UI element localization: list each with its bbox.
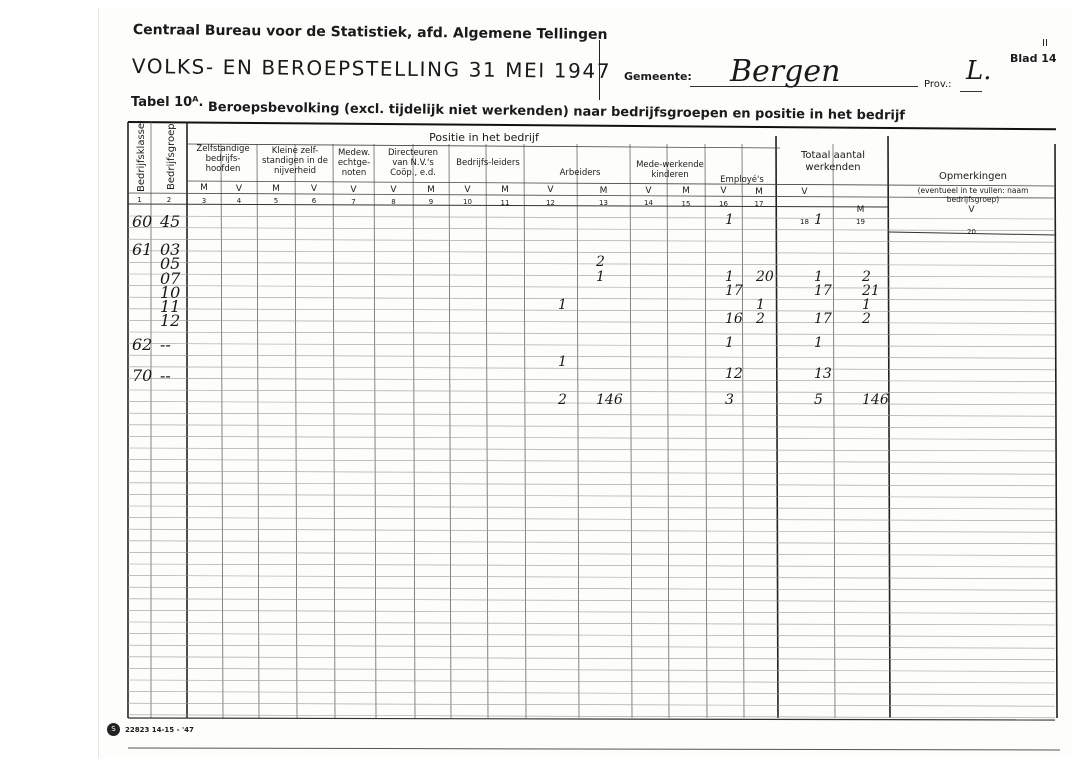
grid-line bbox=[128, 309, 1055, 312]
printer-mark-icon: S bbox=[107, 723, 120, 736]
grid-line bbox=[630, 144, 632, 718]
grid-line bbox=[128, 703, 1055, 706]
blad-number: Blad 14 bbox=[1010, 52, 1057, 65]
group-header-medew-echtgenoten: Medew. echtge-noten bbox=[337, 148, 371, 178]
handwritten-value: 12 bbox=[725, 366, 743, 382]
grid-line bbox=[128, 460, 1055, 463]
footer-print-code: 22823 14-15 - '47 bbox=[125, 726, 194, 734]
column-number: 19 bbox=[856, 218, 865, 226]
grid-line bbox=[257, 144, 259, 718]
grid-line bbox=[128, 297, 1055, 300]
handwritten-value: 1 bbox=[558, 297, 567, 313]
column-number: 2 bbox=[166, 196, 172, 205]
column-number: 13 bbox=[599, 199, 608, 207]
handwritten-value: 16 bbox=[725, 311, 743, 327]
grid-line bbox=[333, 144, 335, 718]
bedrijfsgroep-header: Bedrijfsgroep bbox=[166, 123, 177, 190]
grid-line bbox=[128, 748, 1060, 750]
form-title: VOLKS- EN BEROEPSTELLING 31 MEI 1947 bbox=[131, 54, 612, 84]
handwritten-value: 146 bbox=[862, 392, 889, 408]
grid-line bbox=[742, 144, 744, 718]
handwritten-value: -- bbox=[160, 366, 171, 385]
grid-line bbox=[413, 144, 415, 718]
handwritten-value: 1 bbox=[725, 335, 734, 351]
column-number: 8 bbox=[391, 197, 396, 206]
column-number: 12 bbox=[546, 198, 555, 207]
handwritten-value: 07 bbox=[160, 269, 181, 288]
handwritten-value: 2 bbox=[862, 311, 871, 327]
mv-label: V bbox=[968, 205, 975, 215]
handwritten-value: 2 bbox=[558, 392, 567, 408]
grid-line bbox=[128, 599, 1055, 602]
mv-label: V bbox=[645, 185, 652, 196]
column-number: 20 bbox=[967, 228, 976, 236]
handwritten-value: 21 bbox=[862, 283, 880, 299]
grid-line bbox=[128, 518, 1055, 521]
handwritten-value: 2 bbox=[756, 311, 765, 327]
handwritten-value: 45 bbox=[160, 212, 181, 231]
group-header-bedrijfsleiders: Bedrijfs-leiders bbox=[456, 158, 520, 168]
mv-label: M bbox=[755, 186, 763, 197]
mv-label: V bbox=[235, 183, 243, 194]
grid-line bbox=[449, 144, 451, 718]
column-number: 18 bbox=[800, 218, 809, 226]
mv-label: V bbox=[390, 184, 397, 195]
grid-line bbox=[128, 718, 1055, 720]
handwritten-value: 2 bbox=[596, 254, 605, 270]
grid-line bbox=[128, 668, 1055, 671]
grid-line bbox=[128, 494, 1055, 497]
grid-line bbox=[667, 144, 669, 718]
handwritten-value: 1 bbox=[725, 269, 734, 285]
grid-line bbox=[128, 262, 1055, 265]
handwritten-value: 1 bbox=[814, 212, 823, 228]
group-header-medewerkende-kinderen: Mede-werkende kinderen bbox=[636, 160, 704, 180]
mv-label: M bbox=[856, 205, 865, 215]
blad-mark: II bbox=[1042, 38, 1048, 49]
mv-label: V bbox=[464, 185, 471, 195]
handwritten-value: 1 bbox=[756, 297, 765, 313]
grid-line bbox=[128, 564, 1055, 567]
tabel-number: Tabel 10ᴬ. bbox=[131, 95, 204, 110]
grid-line bbox=[221, 144, 223, 718]
grid-line bbox=[128, 425, 1055, 428]
handwritten-value: 17 bbox=[725, 283, 743, 299]
handwritten-value: 17 bbox=[814, 311, 832, 327]
handwritten-value: 13 bbox=[814, 366, 832, 382]
grid-line bbox=[486, 144, 488, 718]
column-number: 4 bbox=[236, 196, 242, 205]
column-number: 7 bbox=[351, 197, 356, 206]
group-header-arbeiders: Arbeiders bbox=[559, 168, 601, 178]
handwritten-value: 1 bbox=[814, 335, 823, 351]
grid-line bbox=[128, 239, 1055, 242]
column-number: 15 bbox=[681, 199, 691, 208]
handwritten-value: 62 bbox=[132, 335, 153, 354]
grid-line bbox=[128, 448, 1055, 451]
column-number: 16 bbox=[719, 199, 728, 208]
grid-line bbox=[128, 680, 1055, 683]
grid-line bbox=[128, 610, 1055, 613]
grid-line bbox=[128, 286, 1055, 289]
column-number: 11 bbox=[500, 198, 510, 207]
totaal-header: Totaal aantal werkenden bbox=[800, 150, 866, 173]
handwritten-value: 12 bbox=[160, 311, 181, 330]
handwritten-value: 10 bbox=[160, 283, 181, 302]
gemeente-value: Bergen bbox=[730, 54, 841, 89]
institution-name: Centraal Bureau voor de Statistiek, afd. Algemene Tellingen bbox=[132, 22, 608, 43]
handwritten-value: 146 bbox=[596, 392, 623, 408]
mv-label: V bbox=[801, 186, 808, 197]
grid-line bbox=[128, 657, 1055, 660]
handwritten-value: 1 bbox=[725, 212, 734, 228]
grid-line bbox=[295, 144, 297, 718]
handwritten-value: 70 bbox=[132, 366, 153, 385]
grid-line bbox=[128, 483, 1055, 486]
opmerkingen-header: Opmerkingen bbox=[939, 171, 1007, 182]
tabel-description: Beroepsbevolking (excl. tijdelijk niet werkenden) naar bedrijfsgroepen en positie in het bedrijf bbox=[207, 100, 906, 124]
grid-line bbox=[128, 541, 1055, 544]
grid-line bbox=[128, 251, 1055, 254]
grid-line bbox=[128, 552, 1055, 555]
mv-label: M bbox=[272, 183, 280, 194]
grid-line bbox=[128, 436, 1055, 439]
column-number: 10 bbox=[463, 198, 472, 207]
grid-line bbox=[128, 390, 1055, 393]
mv-label: V bbox=[350, 185, 357, 195]
mv-label: M bbox=[427, 184, 435, 195]
handwritten-value: 03 bbox=[160, 240, 181, 259]
column-number: 17 bbox=[754, 200, 764, 208]
grid-line bbox=[128, 692, 1055, 695]
handwritten-value: 3 bbox=[725, 392, 734, 408]
grid-line bbox=[128, 378, 1055, 381]
column-number: 5 bbox=[273, 197, 279, 205]
mv-label: M bbox=[599, 185, 608, 196]
grid-line bbox=[128, 216, 1055, 219]
grid-line bbox=[128, 645, 1055, 648]
prov-value: L. bbox=[966, 56, 992, 86]
grid-line bbox=[128, 320, 1055, 323]
grid-line bbox=[524, 144, 526, 718]
grid-line bbox=[128, 529, 1055, 532]
handwritten-value: 1 bbox=[558, 354, 567, 370]
gemeente-label: Gemeente: bbox=[624, 70, 692, 83]
column-number: 14 bbox=[644, 199, 653, 208]
handwritten-value: 5 bbox=[814, 392, 823, 408]
mv-label: V bbox=[547, 185, 554, 196]
group-header-employes: Employé's bbox=[720, 175, 764, 185]
grid-line bbox=[128, 634, 1055, 637]
grid-line bbox=[705, 144, 707, 718]
grid-line bbox=[128, 471, 1055, 474]
grid-line bbox=[577, 144, 579, 718]
column-number: 6 bbox=[311, 197, 317, 206]
positie-header: Positie in het bedrijf bbox=[429, 131, 539, 144]
column-number: 1 bbox=[137, 196, 142, 204]
handwritten-value: 1 bbox=[814, 269, 823, 285]
handwritten-value: 2 bbox=[862, 269, 871, 285]
grid-line bbox=[128, 274, 1055, 277]
mv-label: V bbox=[720, 186, 727, 197]
grid-line bbox=[128, 506, 1055, 509]
group-header-zelfstandige: Zelfstandige bedrijfs-hoofden bbox=[196, 144, 250, 174]
grid-line bbox=[1055, 144, 1057, 718]
opmerkingen-note: (eventueel in te vullen: naam bedrijfsgroep) bbox=[917, 186, 1029, 204]
grid-line bbox=[128, 715, 1055, 718]
grid-line bbox=[128, 344, 1055, 347]
handwritten-value: 17 bbox=[814, 283, 832, 299]
prov-label: Prov.: bbox=[924, 79, 952, 90]
handwritten-value: 05 bbox=[160, 254, 181, 273]
handwritten-value: 60 bbox=[132, 212, 153, 231]
handwritten-value: 20 bbox=[756, 269, 774, 285]
column-number: 3 bbox=[201, 196, 207, 205]
grid-line bbox=[128, 355, 1055, 358]
grid-line bbox=[128, 576, 1055, 579]
handwritten-value: 1 bbox=[862, 297, 871, 313]
group-header-kleine-zelfstandigen: Kleine zelf-standigen in de nijverheid bbox=[262, 146, 328, 176]
group-header-directeuren: Directeuren van N.V.'s Coöp., e.d. bbox=[388, 148, 438, 178]
mv-label: M bbox=[200, 183, 208, 194]
handwritten-value: -- bbox=[160, 335, 171, 354]
handwritten-value: 61 bbox=[132, 240, 153, 259]
handwritten-value: 11 bbox=[160, 297, 181, 316]
grid-line bbox=[128, 332, 1055, 335]
grid-line bbox=[128, 413, 1055, 416]
grid-line bbox=[374, 144, 376, 718]
grid-line bbox=[128, 622, 1055, 625]
grid-line bbox=[128, 587, 1055, 590]
handwritten-value: 1 bbox=[596, 269, 605, 285]
mv-label: V bbox=[310, 184, 318, 195]
grid-line bbox=[128, 367, 1055, 370]
grid-line bbox=[128, 402, 1055, 405]
column-number: 9 bbox=[428, 198, 434, 206]
bedrijfsklasse-header: Bedrijfsklasse bbox=[136, 122, 147, 192]
mv-label: M bbox=[501, 185, 509, 196]
mv-label: M bbox=[682, 186, 690, 197]
